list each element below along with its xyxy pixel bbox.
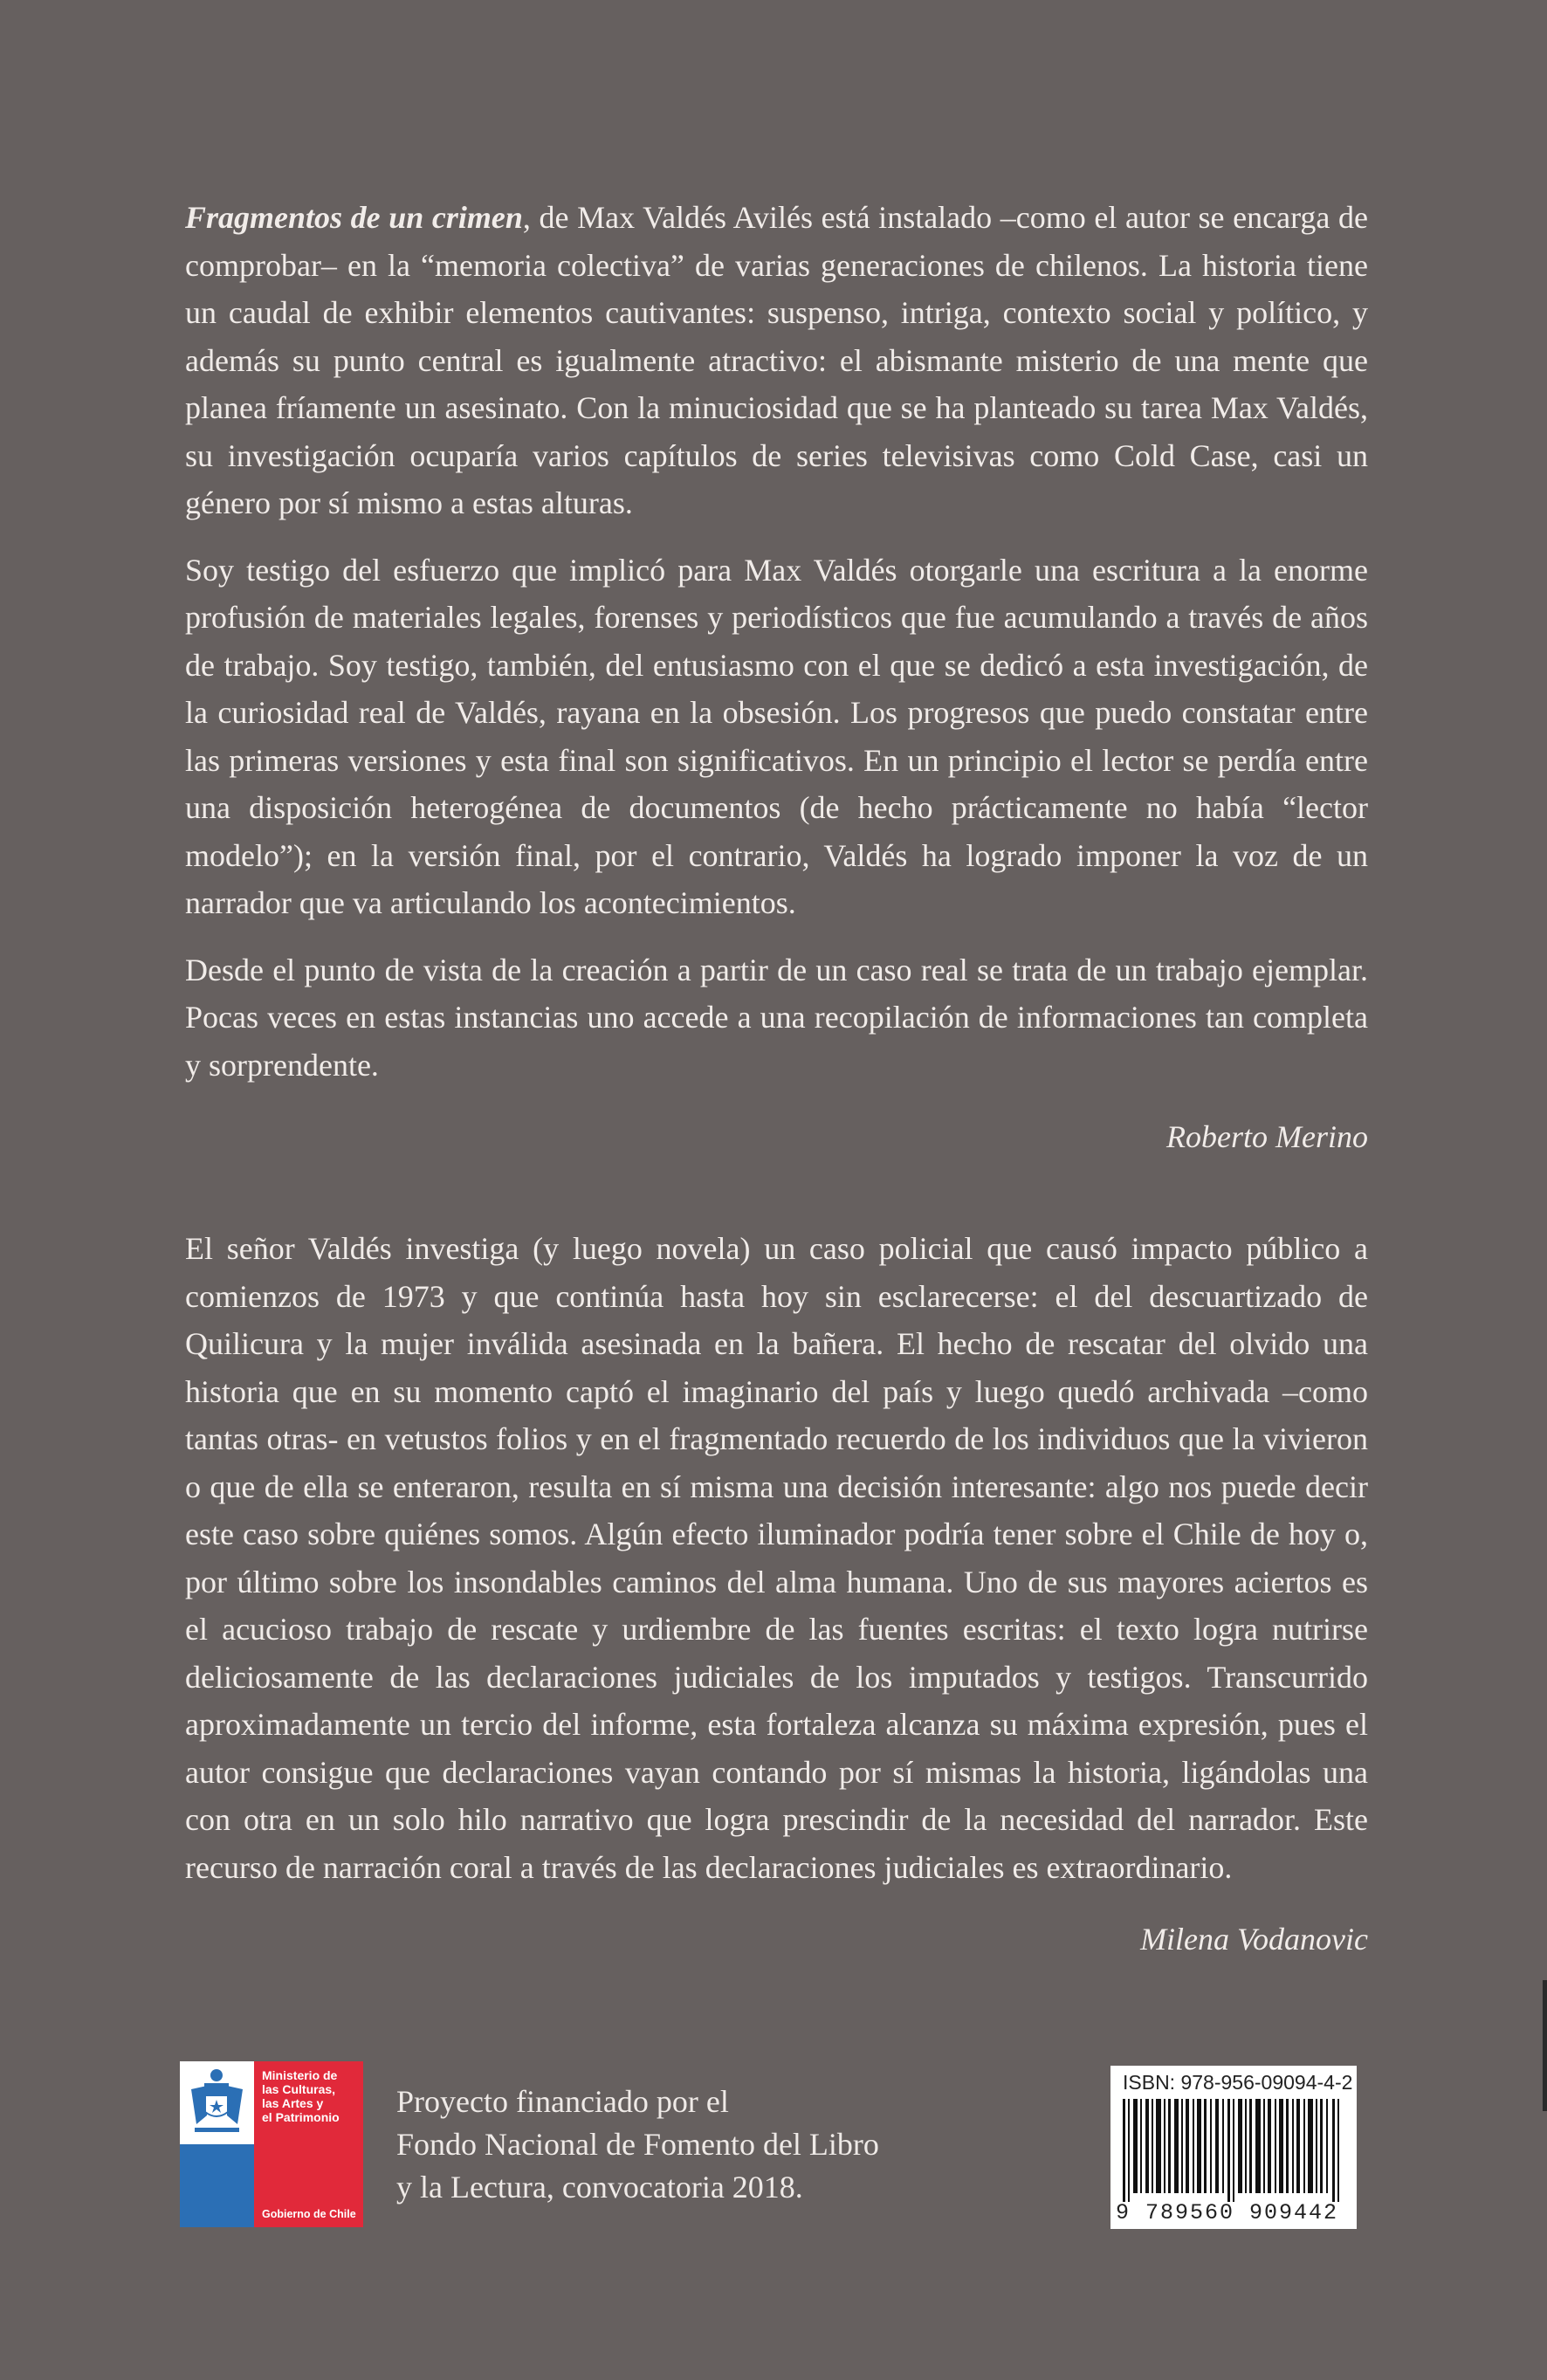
review-milena-vodanovic — [185, 1225, 1368, 1964]
book-title: Fragmentos de un crimen — [185, 200, 523, 235]
ministry-name — [262, 2068, 358, 2124]
government-label: Gobierno de Chile — [262, 2208, 356, 2220]
review-roberto-merino — [185, 194, 1368, 1161]
review-1-author: Roberto Merino — [1166, 1119, 1368, 1154]
review-2-paragraph-1: El señor Valdés investiga (y luego novela) un caso policial que causó impacto público a comienzos de 1973 y que continúa hasta hoy sin esclarecerse: el del descuartizado de Quilicura y la mujer inválida asesinada en la bañera. El hecho de rescatar del olvido una historia que en su momento captó el imaginario del país y luego quedó archivada –como tantas otras- en vetustos folios y en el fragmentado recuerdo de los individuos que la vivieron o que de ella se enteraron, resulta en sí misma una decisión interesante: algo nos puede decir este caso sobre quiénes somos. Algún efecto iluminador podría tener sobre el Chile de hoy o, por último sobre los insondables caminos del alma humana. Uno de sus mayores aciertos es el acucioso trabajo de rescate y urdiembre de las fuentes escritas: el texto logra nutrirse deliciosamente de las declaraciones judiciales de los imputados y testigos. Transcurrido aproximadamente un tercio del informe, esta fortaleza alcanza su máxima expresión, pues el autor consigue que declaraciones vayan contando por sí mismas la historia, ligándolas una con otra en un solo hilo narrativo que logra prescindir de la necesidad del narrador. Este recurso de narración coral a través de las declaraciones judiciales es extraordinario. — [185, 1231, 1368, 1885]
barcode-digits: 9 789560 909442 — [1116, 2200, 1339, 2225]
ministry-line-4: el Patrimonio — [262, 2110, 340, 2124]
ministry-line-1: Ministerio de — [262, 2068, 338, 2082]
funding-line-1: Proyecto financiado por el — [396, 2084, 729, 2119]
funding-line-2: Fondo Nacional de Fomento del Libro — [396, 2127, 879, 2162]
ministry-logo — [180, 2061, 363, 2227]
review-1-paragraph-1-text: , de Max Valdés Avilés está instalado –como el autor se encarga de comprobar– en la “memoria colectiva” de varias generaciones de chilenos. La historia tiene un caudal de exhibir elementos cautivantes: suspenso, intriga, contexto social y político, y además su punto central es igualmente atractivo: el abismante misterio de una mente que planea fríamente un asesinato. Con la minuciosidad que se ha planteado su tarea Max Valdés, su investigación ocuparía varios capítulos de series televisivas como Cold Case, casi un género por sí mismo a estas alturas. — [185, 200, 1368, 520]
edge-mark — [1543, 1980, 1547, 2111]
review-1-paragraph-1 — [185, 194, 1368, 527]
review-1-paragraph-2: Soy testigo del esfuerzo que implicó para Max Valdés otorgarle una escritura a la enorme profusión de materiales legales, forenses y periodísticos que fue acumulando a través de años de trabajo. Soy testigo, también, del entusiasmo con el que se dedicó a esta investigación, de la curiosidad real de Valdés, rayana en la obsesión. Los progresos que puedo constatar entre las primeras versiones y esta final son significativos. En un principio el lector se perdía entre una disposición heterogénea de documentos (de hecho prácticamente no había “lector modelo”); en la versión final, por el contrario, Valdés ha logrado imponer la voz de un narrador que va articulando los acontecimientos. — [185, 552, 1368, 920]
ministry-line-3: las Artes y — [262, 2096, 324, 2110]
isbn-barcode — [1110, 2066, 1357, 2229]
chile-coat-of-arms-icon — [184, 2063, 250, 2140]
funding-note — [396, 2081, 885, 2209]
barcode-bars — [1119, 2099, 1348, 2202]
ministry-line-2: las Culturas, — [262, 2082, 336, 2096]
review-2-author: Milena Vodanovic — [1140, 1922, 1368, 1957]
review-1-paragraph-3: Desde el punto de vista de la creación a partir de un caso real se trata de un trabajo ejemplar. Pocas veces en estas instancias uno accede a una recopilación de informaciones tan completa y sorprendente. — [185, 952, 1368, 1083]
funding-line-3: y la Lectura, convocatoria 2018. — [396, 2170, 803, 2205]
isbn-label: ISBN: 978-956-09094-4-2 — [1123, 2071, 1353, 2094]
